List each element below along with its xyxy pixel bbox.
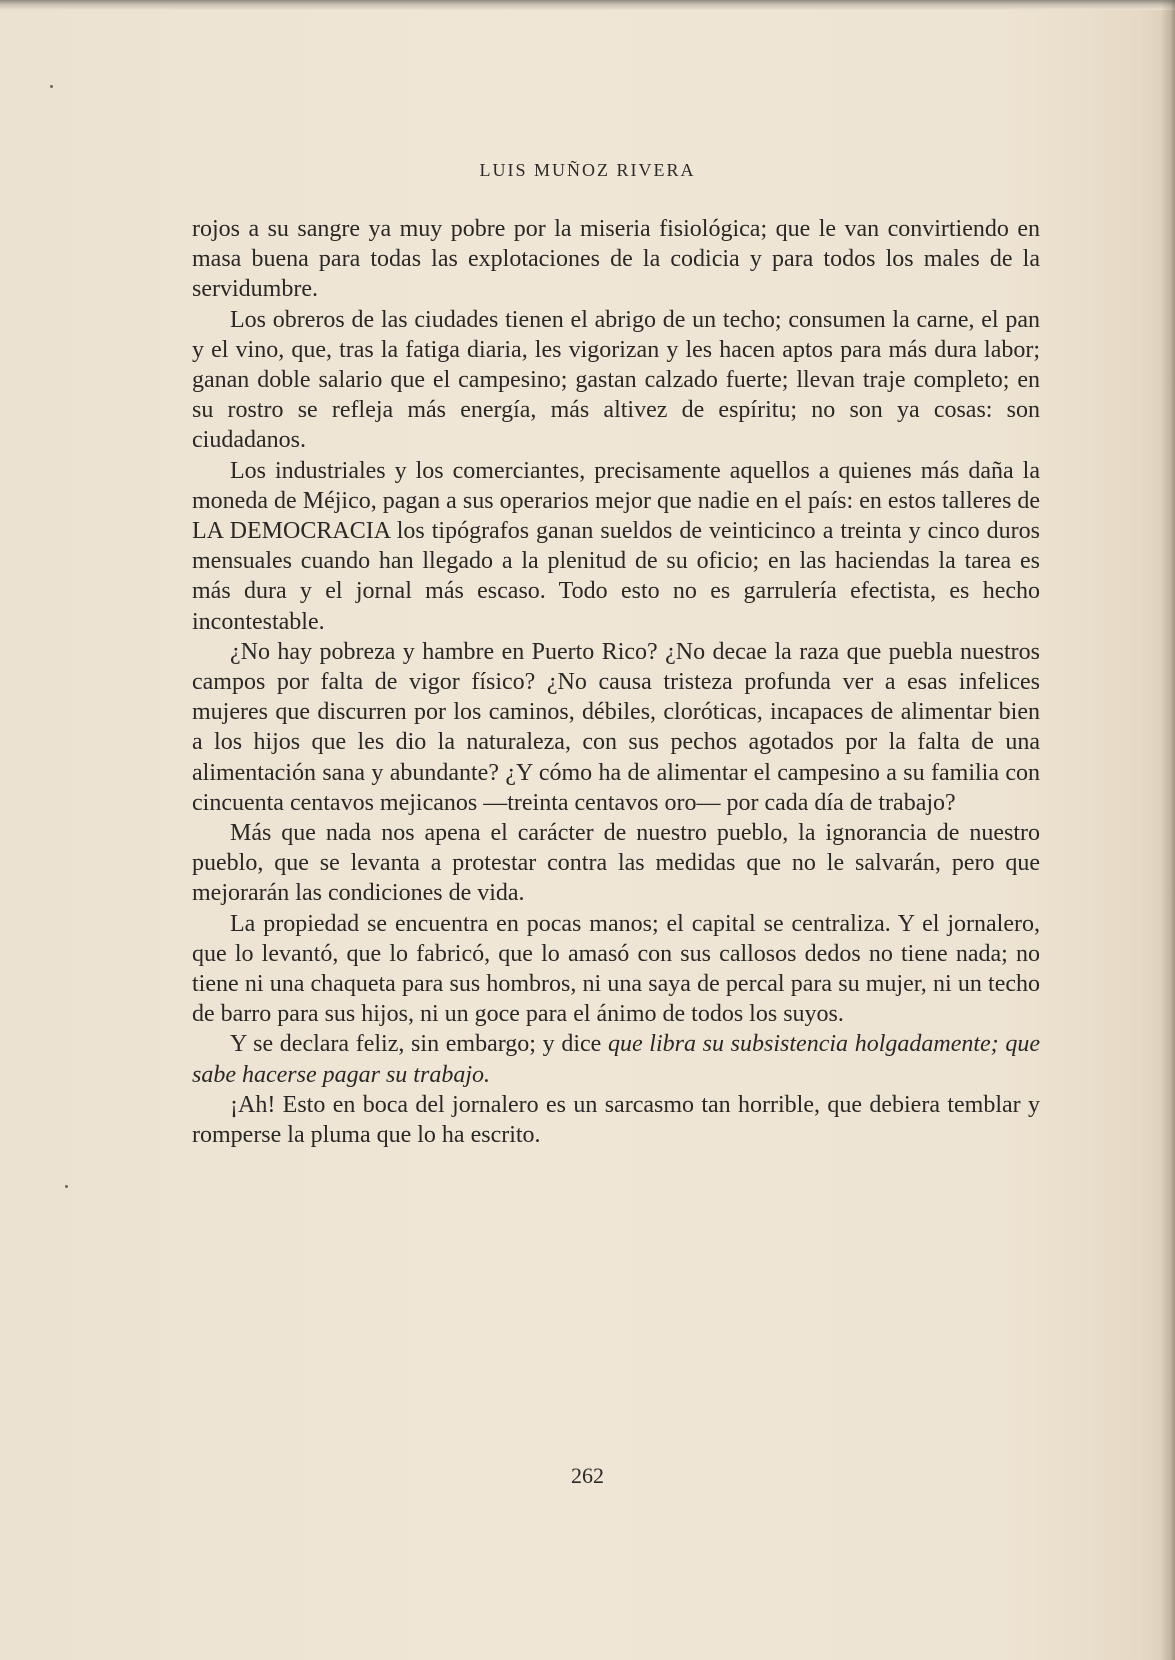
paragraph-1: rojos a su sangre ya muy pobre por la miseria fisiológica; que le van convirtiendo en masa buena para todas las explotaciones de la codicia y para todos los males de la servidumbre. (192, 216, 1040, 303)
paragraph-8: ¡Ah! Esto en boca del jornalero es un sarcasmo tan horrible, que debiera temblar y romperse la pluma que lo ha escrito. (192, 1091, 1040, 1149)
running-head: LUIS MUÑOZ RIVERA (479, 160, 696, 180)
page-gutter-shadow (1161, 0, 1175, 1660)
page-top-edge (0, 0, 1175, 10)
paper-speck (65, 1185, 68, 1188)
paragraph-3: Los industriales y los comerciantes, precisamente aquellos a quienes más daña la moneda de Méjico, pagan a sus operarios mejor que nadie en el país: en estos talleres de LA DEMOCRACIA los tipógrafos ganan sueldos de veinticinco a treinta y cinco duros mensuales cuando han llegado a la plenitud de su oficio; en las haciendas la tarea es más dura y el jornal más escaso. Todo esto no es garrulería efectista, es hecho incontestable. (192, 457, 1040, 635)
paragraph-6: La propiedad se encuentra en pocas manos; el capital se centraliza. Y el jornalero, que lo levantó, que lo fabricó, que lo amasó con sus callosos dedos no tiene nada; no tiene ni una chaqueta para sus hombros, ni una saya de percal para su mujer, ni un techo de barro para sus hijos, ni un goce para el ánimo de todos los suyos. (192, 910, 1040, 1028)
paragraph-7-roman: Y se declara feliz, sin embargo; y dice (230, 1031, 608, 1058)
page-number: 262 (571, 1463, 604, 1488)
paragraph-4: ¿No hay pobreza y hambre en Puerto Rico? ¿No decae la raza que puebla nuestros campos por falta de vigor físico? ¿No causa tristeza profunda ver a esas infelices mujeres que discurren por los caminos, débiles, cloróticas, incapaces de alimentar bien a los hijos que les dio la naturaleza, con sus pechos agotados por la falta de una alimentación sana y abundante? ¿Y cómo ha de alimentar el campesino a su familia con cincuenta centavos mejicanos —treinta centavos oro— por cada día de trabajo? (192, 638, 1040, 816)
paragraph-7 (192, 1029, 1040, 1089)
body-text (192, 214, 1040, 1150)
paragraph-7-italic: que libra su subsistencia holgadamente; que sabe hacerse pagar su trabajo. (192, 1031, 1040, 1088)
paragraph-5: Más que nada nos apena el carácter de nuestro pueblo, la ignorancia de nuestro pueblo, que se levanta a protestar contra las medidas que no le salvarán, pero que mejorarán las condiciones de vida. (192, 820, 1040, 907)
paragraph-2: Los obreros de las ciudades tienen el abrigo de un techo; consumen la carne, el pan y el vino, que, tras la fatiga diaria, les vigorizan y les hacen aptos para más dura labor; ganan doble salario que el campesino; gastan calzado fuerte; llevan traje completo; en su rostro se refleja más energía, más altivez de espíritu; no son ya cosas: son ciudadanos. (192, 306, 1040, 454)
paper-speck (50, 85, 53, 88)
